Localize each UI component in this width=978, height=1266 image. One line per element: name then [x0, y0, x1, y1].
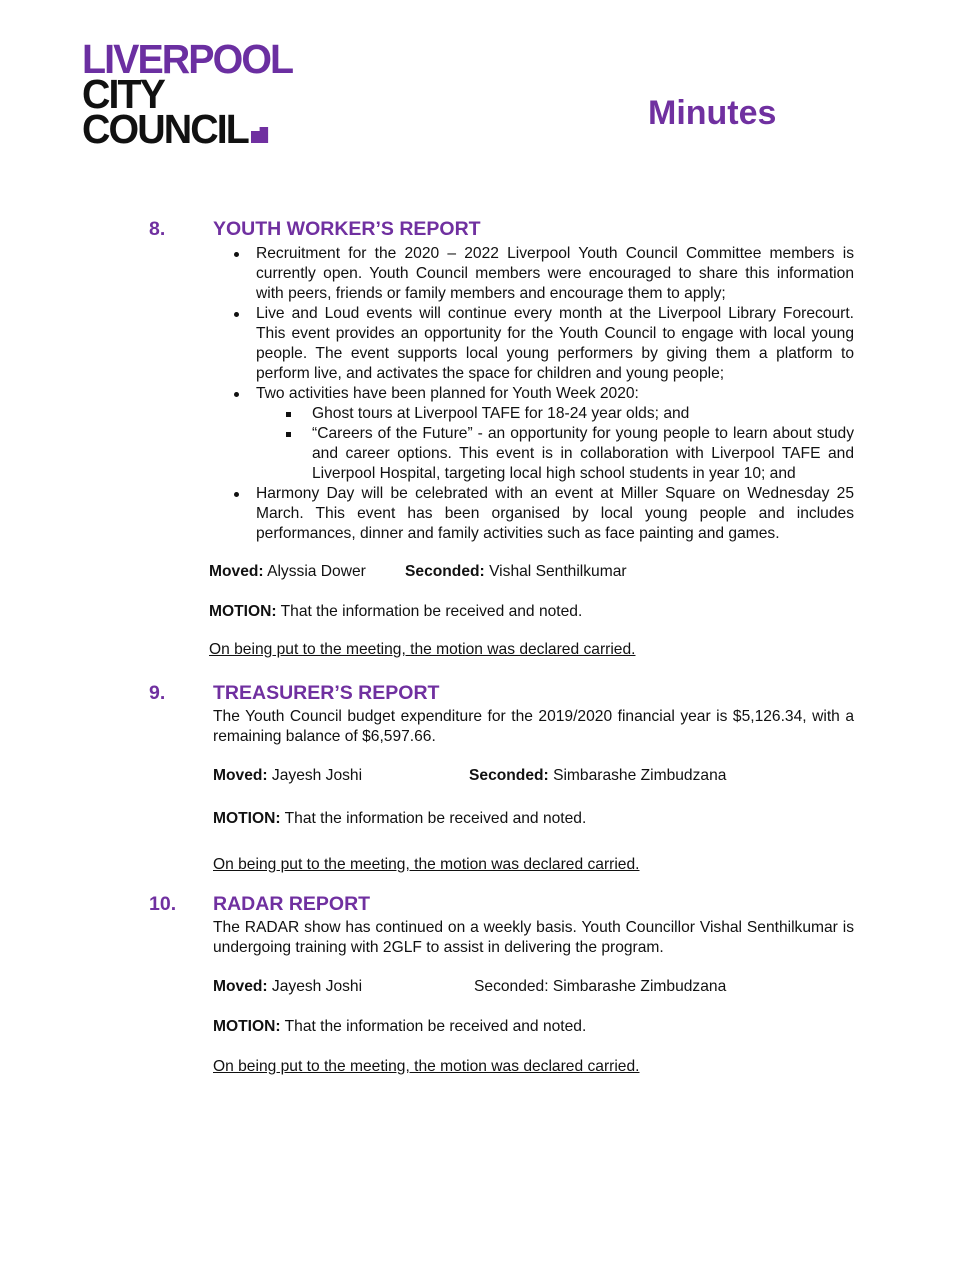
logo-line-council: COUNCIL — [82, 106, 248, 152]
list-item: Harmony Day will be celebrated with an event at Miller Square on Wednesday 25 March. This event has been organised by local young people and includes performances, dinner and family activities such as face painting and games. — [230, 484, 854, 544]
motion-line: MOTION: That the information be received and noted. — [209, 603, 583, 620]
moved-line: Moved: Jayesh Joshi — [213, 978, 363, 995]
logo-line-liverpool: LIVERPOOL — [82, 36, 293, 82]
sub-list-item: Ghost tours at Liverpool TAFE for 18-24 year olds; and — [256, 404, 854, 424]
document-title: Minutes — [648, 94, 777, 132]
youth-week-sub-list — [256, 404, 854, 484]
seconded-line: Seconded: Simbarashe Zimbudzana — [474, 978, 727, 995]
motion-result: On being put to the meeting, the motion was declared carried. — [213, 1058, 640, 1075]
sub-list-item: “Careers of the Future” - an opportunity for young people to learn about study and career options. This event is in collaboration with Liverpool TAFE and Liverpool Hospital, targeting local high school students in year 10; and — [256, 424, 854, 484]
section-title: RADAR REPORT — [213, 893, 371, 915]
bullet-dot-icon — [234, 492, 239, 497]
motion-line: MOTION: That the information be received and noted. — [213, 810, 587, 827]
section-body: The Youth Council budget expenditure for the 2019/2020 financial year is $5,126.34, with a remaining balance of $6,597.66. — [213, 708, 854, 745]
seconded-line: Seconded: Simbarashe Zimbudzana — [469, 767, 727, 784]
section-number: 9. — [149, 682, 166, 704]
moved-line: Moved: Jayesh Joshi — [213, 767, 363, 784]
youth-worker-bullet-list — [230, 244, 854, 544]
list-item: Live and Loud events will continue every month at the Liverpool Library Forecourt. This event provides an opportunity for the Youth Council to engage with local young people. The event supports local young performers by giving them a platform to perform live, and activates the space for children and young people; — [230, 304, 854, 384]
logo-mark-icon — [251, 127, 268, 143]
section-title: YOUTH WORKER’S REPORT — [213, 218, 481, 240]
seconded-line: Seconded: Vishal Senthilkumar — [405, 563, 627, 580]
moved-line: Moved: Alyssia Dower — [209, 563, 366, 580]
bullet-dot-icon — [234, 312, 239, 317]
motion-result: On being put to the meeting, the motion was declared carried. — [209, 641, 636, 658]
list-item: Two activities have been planned for Youth Week 2020: Ghost tours at Liverpool TAFE for 18-24 year olds; and “Careers of the Future” - an opportunity for young people to learn about study and career options. This event is in collaboration with Liverpool TAFE and Liverpool Hospital, targeting local high school students in year 10; and — [230, 384, 854, 484]
council-logo — [82, 36, 301, 152]
square-bullet-icon — [286, 412, 291, 417]
list-item: Recruitment for the 2020 – 2022 Liverpool Youth Council Committee members is currently open. Youth Council members were encouraged to share this information with peers, friends or family members and encourage them to apply; — [230, 244, 854, 304]
square-bullet-icon — [286, 432, 291, 437]
motion-result: On being put to the meeting, the motion was declared carried. — [213, 856, 640, 873]
section-body: The RADAR show has continued on a weekly basis. Youth Councillor Vishal Senthilkumar is undergoing training with 2GLF to assist in delivering the program. — [213, 919, 854, 956]
logo-line-city: CITY — [82, 71, 164, 117]
motion-line: MOTION: That the information be received and noted. — [213, 1018, 587, 1035]
section-number: 8. — [149, 218, 166, 240]
section-number: 10. — [149, 893, 177, 915]
bullet-dot-icon — [234, 392, 239, 397]
section-title: TREASURER’S REPORT — [213, 682, 440, 704]
bullet-dot-icon — [234, 252, 239, 257]
